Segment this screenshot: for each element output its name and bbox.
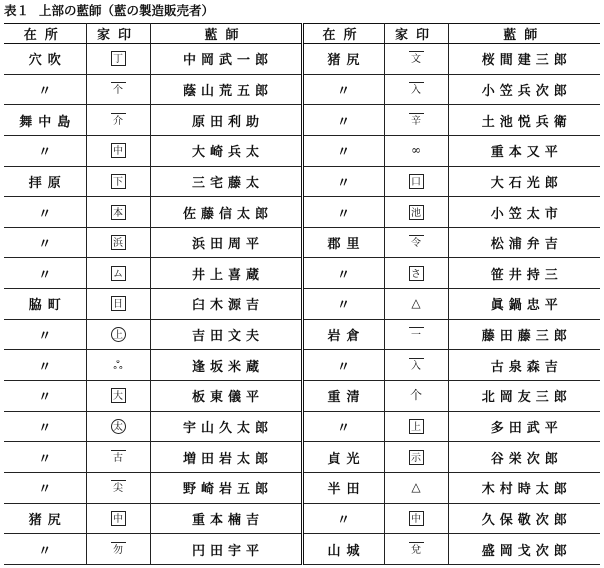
family-crest-icon: 中	[111, 511, 126, 526]
family-mark-cell-left	[86, 105, 150, 136]
table-row	[4, 74, 600, 105]
family-mark-cell-right	[384, 442, 448, 473]
family-mark-cell-right	[384, 74, 448, 105]
residence-cell-left: 〃	[4, 135, 86, 166]
header-place-right: 在所	[302, 24, 384, 44]
residence-cell-left: 舞中島	[4, 105, 86, 136]
indigo-master-name-left: 宇山久太郎	[150, 411, 302, 442]
family-crest-icon: 上	[111, 327, 126, 342]
indigo-master-name-right: 久保敬次郎	[448, 503, 600, 534]
header-mark-right: 家印	[384, 24, 448, 44]
residence-cell-left: 〃	[4, 411, 86, 442]
residence-cell-left: 〃	[4, 350, 86, 381]
indigo-master-name-right: 多田武平	[448, 411, 600, 442]
family-crest-icon: 大	[111, 388, 126, 403]
family-mark-cell-left	[86, 442, 150, 473]
family-crest-icon: 中	[111, 143, 126, 158]
residence-cell-right: 岩倉	[302, 319, 384, 350]
table-row	[4, 44, 600, 75]
family-crest-icon: 令	[409, 235, 424, 250]
family-crest-icon: 示	[409, 450, 424, 465]
family-crest-icon: 个	[409, 388, 422, 403]
family-mark-cell-right	[384, 166, 448, 197]
family-crest-icon: ஃ	[113, 357, 123, 372]
family-crest-icon: ム	[111, 266, 126, 281]
indigo-master-name-right: 土池悦兵衛	[448, 105, 600, 136]
indigo-master-name-left: 井上喜蔵	[150, 258, 302, 289]
table-row	[4, 381, 600, 412]
family-mark-cell-left	[86, 472, 150, 503]
family-mark-cell-left	[86, 319, 150, 350]
table-row	[4, 319, 600, 350]
header-row	[4, 24, 600, 44]
family-mark-cell-left	[86, 135, 150, 166]
header-name-right: 藍師	[448, 24, 600, 44]
table-row	[4, 472, 600, 503]
residence-cell-left: 〃	[4, 381, 86, 412]
residence-cell-right: 郡里	[302, 227, 384, 258]
family-mark-cell-left	[86, 74, 150, 105]
family-crest-icon: △	[411, 296, 421, 311]
indigo-master-name-left: 増田岩太郎	[150, 442, 302, 473]
family-mark-cell-right	[384, 197, 448, 228]
residence-cell-left: 〃	[4, 258, 86, 289]
indigo-master-name-left: 野崎岩五郎	[150, 472, 302, 503]
table-caption	[4, 2, 214, 20]
family-crest-icon: 辛	[409, 113, 424, 128]
table-row	[4, 442, 600, 473]
residence-cell-right: 〃	[302, 258, 384, 289]
indigo-master-name-right: 小笠兵次郎	[448, 74, 600, 105]
family-crest-icon: 入	[409, 358, 424, 373]
indigo-master-name-left: 佐藤信太郎	[150, 197, 302, 228]
family-mark-cell-left	[86, 166, 150, 197]
family-crest-icon: 口	[409, 174, 424, 189]
indigo-master-name-left: 重本楠吉	[150, 503, 302, 534]
indigo-masters-table	[4, 23, 600, 565]
header-mark-left: 家印	[86, 24, 150, 44]
family-crest-icon: 介	[111, 113, 126, 128]
family-crest-icon: 入	[409, 82, 424, 97]
residence-cell-right: 〃	[302, 105, 384, 136]
header-name-left: 藍師	[150, 24, 302, 44]
residence-cell-right: 〃	[302, 166, 384, 197]
family-crest-icon: 丁	[111, 51, 126, 66]
family-crest-icon: 文	[409, 51, 424, 66]
family-crest-icon: ∞	[411, 143, 421, 158]
indigo-master-name-left: 原田利助	[150, 105, 302, 136]
indigo-master-name-left: 円田宇平	[150, 534, 302, 565]
table-row	[4, 411, 600, 442]
family-mark-cell-right	[384, 381, 448, 412]
table-row	[4, 289, 600, 320]
indigo-master-name-left: 板東儀平	[150, 381, 302, 412]
family-crest-icon: 古	[111, 450, 126, 465]
residence-cell-right: 猪尻	[302, 44, 384, 75]
residence-cell-right: 〃	[302, 503, 384, 534]
family-crest-icon: 下	[111, 174, 126, 189]
residence-cell-left: 〃	[4, 197, 86, 228]
family-mark-cell-left	[86, 503, 150, 534]
family-mark-cell-left	[86, 227, 150, 258]
family-crest-icon: 池	[409, 205, 424, 220]
family-crest-icon: 太	[111, 419, 126, 434]
family-mark-cell-left	[86, 258, 150, 289]
indigo-master-name-right: 藤田藤三郎	[448, 319, 600, 350]
indigo-master-name-right: 盛岡戈次郎	[448, 534, 600, 565]
family-mark-cell-left	[86, 411, 150, 442]
family-mark-cell-right	[384, 534, 448, 565]
family-mark-cell-right	[384, 135, 448, 166]
indigo-master-name-right: 重本又平	[448, 135, 600, 166]
indigo-master-name-left: 逢坂米蔵	[150, 350, 302, 381]
family-crest-icon: 尖	[111, 480, 126, 495]
family-mark-cell-left	[86, 350, 150, 381]
residence-cell-left: 脇町	[4, 289, 86, 320]
header-place-left: 在所	[4, 24, 86, 44]
family-mark-cell-right	[384, 227, 448, 258]
residence-cell-right: 半田	[302, 472, 384, 503]
table-row	[4, 135, 600, 166]
indigo-master-name-right: 古泉森吉	[448, 350, 600, 381]
table-row	[4, 258, 600, 289]
table-title: 上部の藍師（藍の製造販売者）	[39, 3, 215, 18]
family-crest-icon: 一	[409, 327, 424, 342]
family-crest-icon: 兌	[409, 542, 424, 557]
residence-cell-right: 貞光	[302, 442, 384, 473]
table-row	[4, 350, 600, 381]
table-number: 表１	[4, 3, 30, 18]
family-crest-icon: 个	[111, 82, 126, 97]
family-mark-cell-right	[384, 289, 448, 320]
residence-cell-left: 〃	[4, 227, 86, 258]
family-mark-cell-right	[384, 503, 448, 534]
family-crest-icon: 上	[409, 419, 424, 434]
family-crest-icon: さ	[409, 266, 424, 281]
family-mark-cell-right	[384, 350, 448, 381]
indigo-master-name-right: 桜間建三郎	[448, 44, 600, 75]
residence-cell-left: 穴吹	[4, 44, 86, 75]
indigo-master-name-right: 松浦弁吉	[448, 227, 600, 258]
residence-cell-right: 〃	[302, 289, 384, 320]
residence-cell-right: 〃	[302, 197, 384, 228]
residence-cell-right: 〃	[302, 135, 384, 166]
table-row	[4, 534, 600, 565]
family-mark-cell-right	[384, 258, 448, 289]
family-crest-icon: 日	[111, 296, 126, 311]
residence-cell-left: 〃	[4, 442, 86, 473]
indigo-master-name-right: 北岡友三郎	[448, 381, 600, 412]
indigo-master-name-left: 大崎兵太	[150, 135, 302, 166]
family-crest-icon: 勿	[111, 542, 126, 557]
residence-cell-right: 山城	[302, 534, 384, 565]
table-body	[4, 44, 600, 565]
residence-cell-left: 〃	[4, 534, 86, 565]
residence-cell-right: 重清	[302, 381, 384, 412]
residence-cell-left: 〃	[4, 74, 86, 105]
indigo-master-name-left: 蔭山荒五郎	[150, 74, 302, 105]
family-crest-icon: 本	[111, 205, 126, 220]
indigo-master-name-right: 大石光郎	[448, 166, 600, 197]
table-row	[4, 503, 600, 534]
indigo-master-name-left: 臼木源吉	[150, 289, 302, 320]
indigo-master-name-left: 三宅藤太	[150, 166, 302, 197]
family-mark-cell-right	[384, 411, 448, 442]
table-row	[4, 166, 600, 197]
family-mark-cell-right	[384, 472, 448, 503]
table-row	[4, 197, 600, 228]
table-row	[4, 227, 600, 258]
indigo-master-name-left: 中岡武一郎	[150, 44, 302, 75]
indigo-master-name-right: 眞鍋忠平	[448, 289, 600, 320]
residence-cell-left: 猪尻	[4, 503, 86, 534]
indigo-master-name-right: 谷栄次郎	[448, 442, 600, 473]
indigo-master-name-right: 小笠太市	[448, 197, 600, 228]
family-mark-cell-left	[86, 381, 150, 412]
family-mark-cell-left	[86, 289, 150, 320]
residence-cell-right: 〃	[302, 411, 384, 442]
family-crest-icon: △	[411, 480, 421, 495]
indigo-master-name-right: 木村時太郎	[448, 472, 600, 503]
indigo-master-name-left: 浜田周平	[150, 227, 302, 258]
residence-cell-left: 〃	[4, 319, 86, 350]
family-mark-cell-left	[86, 44, 150, 75]
residence-cell-left: 拝原	[4, 166, 86, 197]
residence-cell-left: 〃	[4, 472, 86, 503]
table-row	[4, 105, 600, 136]
family-mark-cell-right	[384, 44, 448, 75]
family-mark-cell-right	[384, 319, 448, 350]
family-mark-cell-right	[384, 105, 448, 136]
family-crest-icon: 浜	[111, 235, 126, 250]
indigo-master-name-right: 笹井持三	[448, 258, 600, 289]
family-mark-cell-left	[86, 197, 150, 228]
indigo-master-name-left: 吉田文夫	[150, 319, 302, 350]
residence-cell-right: 〃	[302, 350, 384, 381]
residence-cell-right: 〃	[302, 74, 384, 105]
family-crest-icon: 中	[409, 511, 424, 526]
family-mark-cell-left	[86, 534, 150, 565]
